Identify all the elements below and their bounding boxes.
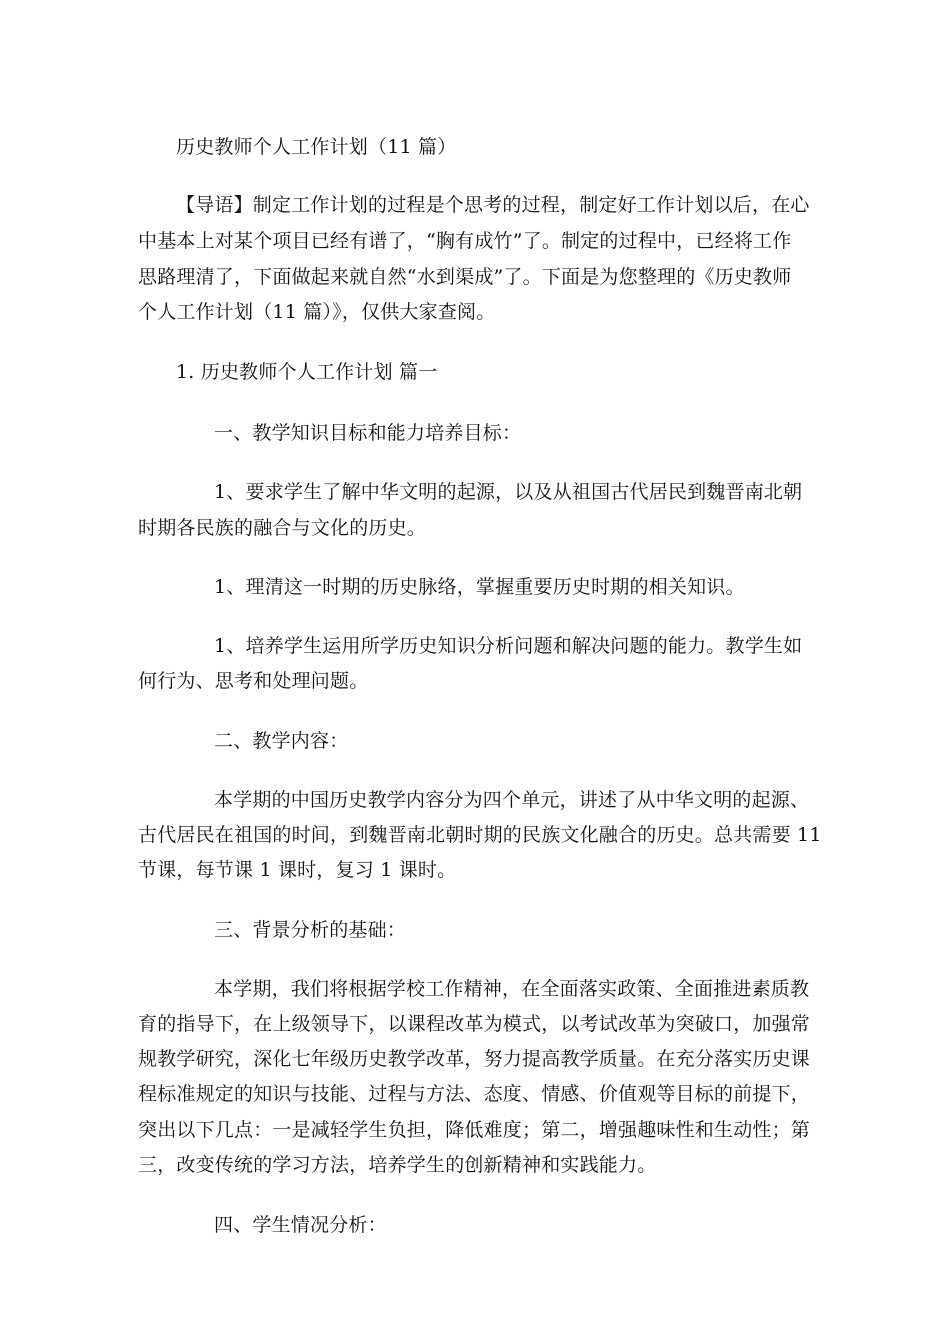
heading-objectives: 一、教学知识目标和能力培养目标： bbox=[214, 422, 522, 444]
background-line-2: 育的指导下，在上级领导下，以课程改革为模式，以考试改革为突破口，加强常 bbox=[138, 1013, 811, 1035]
content-line-3: 节课，每节课 1 课时，复习 1 课时。 bbox=[138, 859, 457, 881]
background-line-4: 程标准规定的知识与技能、过程与方法、态度、情感、价值观等目标的前提下， bbox=[138, 1083, 811, 1105]
section-heading: 1. 历史教师个人工作计划 篇一 bbox=[176, 361, 438, 383]
background-line-3: 规教学研究，深化七年级历史教学改革，努力提高教学质量。在充分落实历史课 bbox=[138, 1048, 811, 1070]
background-line-6: 三，改变传统的学习方法，培养学生的创新精神和实践能力。 bbox=[138, 1154, 657, 1176]
background-line-5: 突出以下几点：一是减轻学生负担，降低难度；第二，增强趣味性和生动性；第 bbox=[138, 1119, 811, 1141]
item-1-line-1: 1、要求学生了解中华文明的起源，以及从祖国古代居民到魏晋南北朝 bbox=[214, 481, 803, 503]
item-3-line-2: 何行为、思考和处理问题。 bbox=[138, 670, 369, 692]
intro-line-3: 思路理清了，下面做起来就自然“水到渠成”了。下面是为您整理的《历史教师 bbox=[138, 266, 792, 288]
intro-line-1: 【导语】制定工作计划的过程是个思考的过程，制定好工作计划以后，在心 bbox=[176, 194, 810, 216]
content-line-1: 本学期的中国历史教学内容分为四个单元，讲述了从中华文明的起源、 bbox=[214, 789, 810, 811]
intro-line-4: 个人工作计划（11 篇）》，仅供大家查阅。 bbox=[138, 301, 496, 323]
item-3-line-1: 1、培养学生运用所学历史知识分析问题和解决问题的能力。教学生如 bbox=[214, 635, 803, 657]
content-line-2: 古代居民在祖国的时间，到魏晋南北朝时期的民族文化融合的历史。总共需要 11 bbox=[138, 824, 822, 846]
background-line-1: 本学期，我们将根据学校工作精神，在全面落实政策、全面推进素质教 bbox=[214, 978, 810, 1000]
heading-content: 二、教学内容： bbox=[214, 730, 349, 752]
intro-line-2: 中基本上对某个项目已经有谱了，“胸有成竹”了。制定的过程中，已经将工作 bbox=[138, 230, 792, 252]
item-2: 1、理清这一时期的历史脉络，掌握重要历史时期的相关知识。 bbox=[214, 576, 745, 598]
item-1-line-2: 时期各民族的融合与文化的历史。 bbox=[138, 517, 427, 539]
document-title: 历史教师个人工作计划（11 篇） bbox=[176, 136, 457, 158]
heading-students: 四、学生情况分析： bbox=[214, 1214, 387, 1236]
heading-background: 三、背景分析的基础： bbox=[214, 919, 407, 941]
